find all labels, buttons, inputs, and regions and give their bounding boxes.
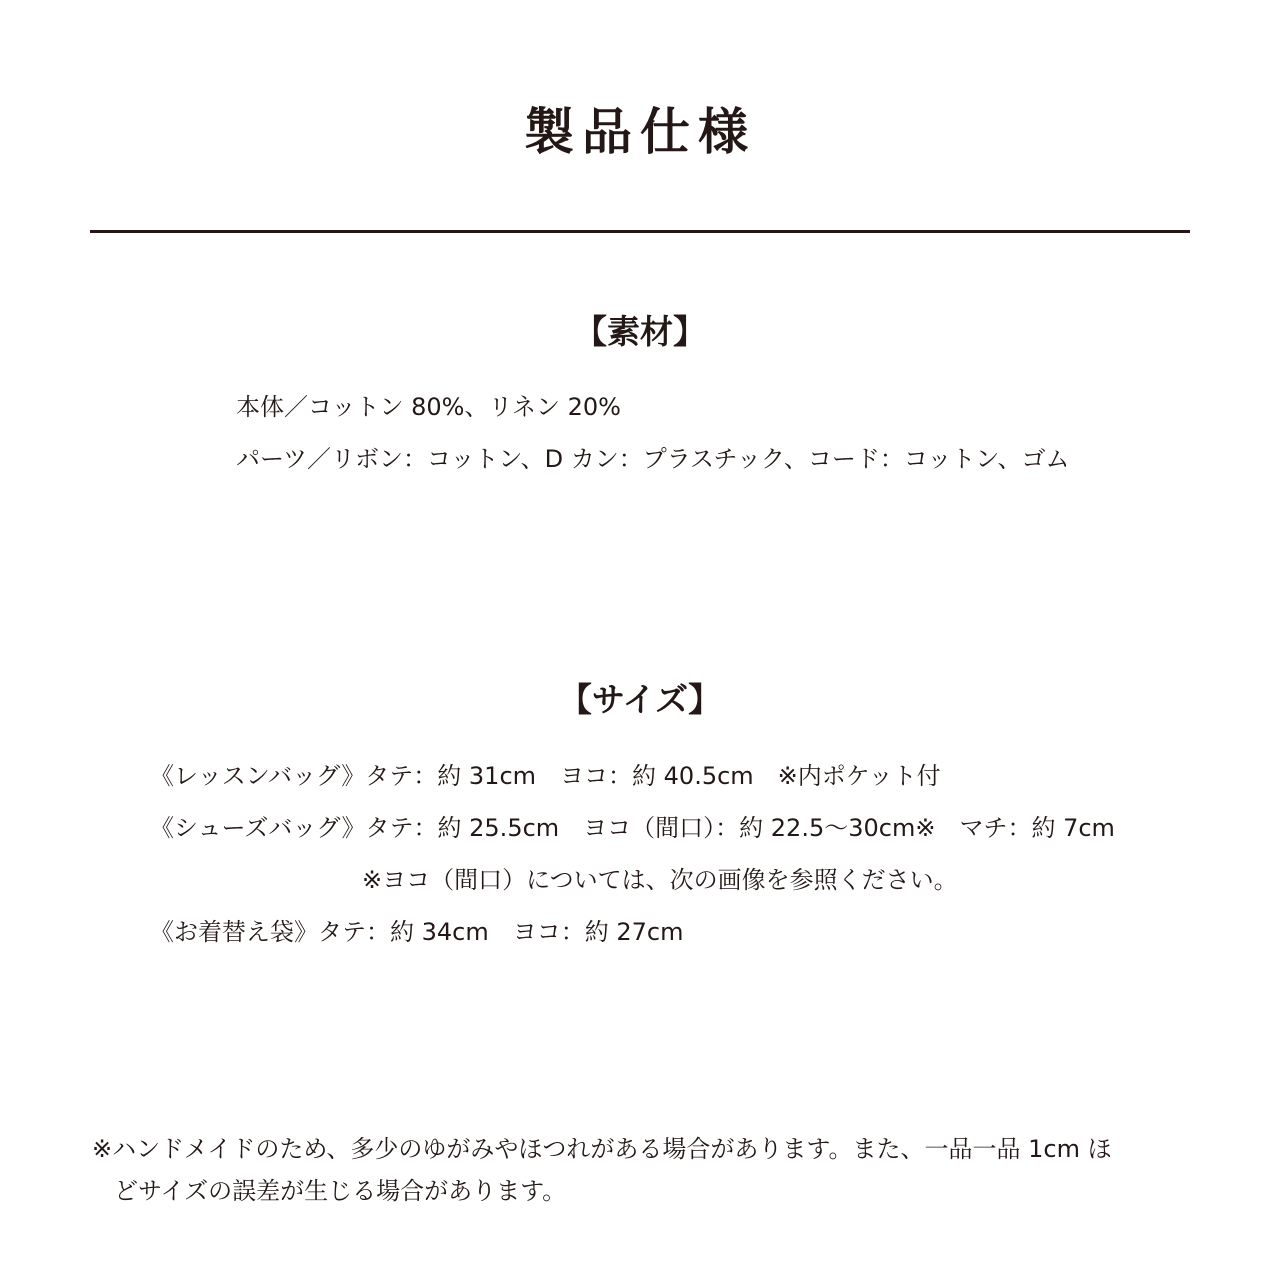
size-line-shoes-bag-note: ※ヨコ（間口）については、次の画像を参照ください。 — [362, 866, 958, 894]
size-line-lesson-bag: 《レッスンバッグ》タテ：約 31cm ヨコ：約 40.5cm ※内ポケット付 — [150, 762, 941, 790]
material-heading: 【素材】 — [574, 312, 706, 351]
material-line-body: 本体／コットン 80%、リネン 20% — [236, 393, 621, 421]
material-line-parts: パーツ／リボン：コットン、D カン：プラスチック、コード：コットン、ゴム — [236, 445, 1070, 473]
handmade-note — [92, 1128, 1192, 1212]
handmade-note-line-2: どサイズの誤差が生じる場合があります。 — [114, 1177, 567, 1205]
page-title: 製品仕様 — [524, 103, 756, 161]
size-heading: 【サイズ】 — [558, 680, 722, 719]
title-divider — [90, 230, 1190, 233]
size-line-changing-bag: 《お着替え袋》タテ：約 34cm ヨコ：約 27cm — [150, 918, 684, 946]
size-line-shoes-bag: 《シューズバッグ》タテ：約 25.5cm ヨコ（間口）：約 22.5〜30cm※ マチ：約 7cm — [150, 814, 1115, 842]
handmade-note-line-1: ※ハンドメイドのため、多少のゆがみやほつれがある場合があります。また、一品一品 1cm ほ — [92, 1135, 1112, 1163]
